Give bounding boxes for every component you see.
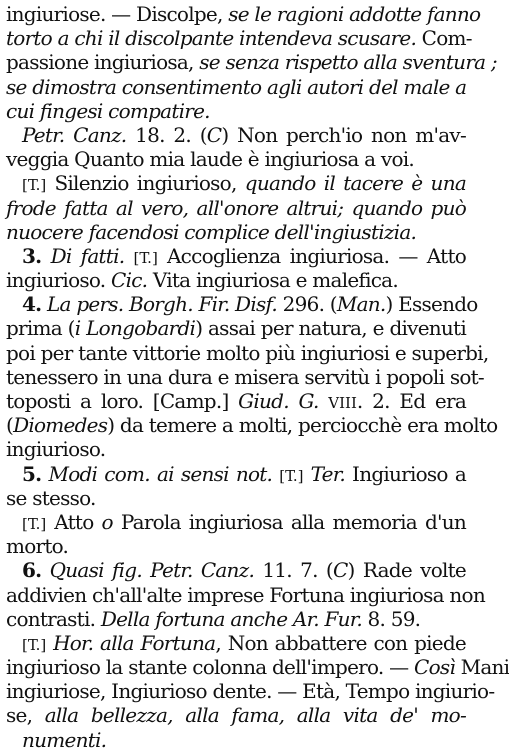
text-line xyxy=(6,147,466,171)
text-line xyxy=(6,413,498,438)
text-run: se, xyxy=(6,703,45,728)
text-run: ( xyxy=(6,413,14,438)
italic-text: Quasi fig. Petr. Canz. xyxy=(49,558,255,583)
italic-text: Diomedes xyxy=(13,413,108,438)
text-run: prima ( xyxy=(6,316,75,341)
text-line xyxy=(6,220,466,244)
text-line xyxy=(6,389,466,413)
text-run: 18. 2. ( xyxy=(126,122,207,147)
text-line xyxy=(6,292,478,317)
italic-text: Di fatti. xyxy=(50,243,125,268)
text-line xyxy=(6,486,466,510)
text-run: Silenzio ingiurioso, xyxy=(46,171,245,196)
text-line xyxy=(6,196,466,220)
text-line xyxy=(6,703,466,727)
italic-text: C xyxy=(206,122,222,147)
text-run: contrasti. xyxy=(6,606,101,631)
text-run: ) Essendo xyxy=(385,292,478,317)
text-run xyxy=(41,558,49,582)
text-run: , Non abbattere con piede xyxy=(215,630,467,655)
italic-text: o xyxy=(101,509,113,534)
text-run: veggia Quanto mia laude è ingiuriosa a voi. xyxy=(6,147,414,172)
italic-text: Modi com. ai sensi not. xyxy=(48,461,273,486)
text-run: ) da temere a molti, perciocchè era molto xyxy=(107,413,498,438)
italic-text: Giud. G. xyxy=(238,389,319,413)
italic-text: torto a chi il discolpante intendeva scusare. xyxy=(6,26,417,51)
text-run: ingiurioso. xyxy=(6,437,106,462)
text-run: ) Rade volte xyxy=(347,558,467,583)
text-run: Atto xyxy=(46,509,102,534)
italic-text: C xyxy=(332,558,348,583)
text-run: ingiurioso. xyxy=(6,268,112,293)
text-run: ingiuriose. — Discolpe, xyxy=(6,2,229,26)
text-line xyxy=(6,2,481,26)
text-line xyxy=(6,244,466,268)
abbrev-mark: [T.] xyxy=(22,176,47,195)
sense-number: 5. xyxy=(22,461,42,486)
text-line xyxy=(6,631,466,655)
italic-text: Cic. xyxy=(111,268,148,293)
text-line xyxy=(6,340,489,365)
sense-number: 6. xyxy=(22,558,42,583)
text-run: se stesso. xyxy=(6,485,96,510)
text-run xyxy=(319,389,329,413)
text-line xyxy=(6,582,485,607)
text-run: Mani xyxy=(455,655,509,680)
text-run: ingiurioso la stante colonna dell'impero. — xyxy=(6,655,415,680)
italic-text: Petr. Canz. xyxy=(22,122,127,147)
text-line xyxy=(6,123,466,147)
text-run: addivien ch'all'alte imprese Fortuna ingiuriosa non xyxy=(6,582,485,607)
text-run: 296. ( xyxy=(277,292,337,317)
italic-text: frode fatta al vero, all'onore altrui; quando può xyxy=(6,195,466,220)
text-line xyxy=(6,364,484,389)
abbrev-mark: [T.] xyxy=(22,514,47,533)
sense-number: 4. xyxy=(22,292,42,317)
italic-text: La pers. Borgh. Fir. Disf. xyxy=(47,292,278,317)
text-line xyxy=(6,655,509,680)
text-line xyxy=(6,268,466,292)
text-run xyxy=(124,244,133,268)
italic-text: nuocere facendosi complice dell'ingiustizia. xyxy=(6,219,417,244)
text-line xyxy=(6,728,466,752)
italic-text: Ter. xyxy=(310,461,345,486)
text-run xyxy=(41,244,50,268)
text-run: toposti a loro. [Camp.] xyxy=(6,389,239,413)
italic-text: se le ragioni addotte fanno xyxy=(228,2,481,26)
text-line xyxy=(6,558,466,582)
text-line xyxy=(6,50,497,75)
text-run: Parola ingiuriosa alla memoria d'un xyxy=(112,509,467,534)
italic-text: quando il tacere è una xyxy=(244,171,466,196)
text-line xyxy=(6,75,466,99)
text-line xyxy=(6,534,466,558)
text-line xyxy=(6,510,466,534)
text-line xyxy=(6,679,495,704)
text-run: Ingiurioso a xyxy=(344,461,466,486)
italic-text: numenti. xyxy=(22,727,107,752)
text-line xyxy=(6,462,466,486)
text-run xyxy=(304,462,311,486)
abbrev-mark: [T.] xyxy=(279,466,304,485)
text-line xyxy=(6,607,466,631)
abbrev-mark: VIII xyxy=(328,394,357,412)
italic-text: Hor. alla Fortuna xyxy=(53,630,216,655)
italic-text: Man. xyxy=(336,292,386,317)
italic-text: i Longobardi xyxy=(74,316,196,341)
text-run: tenessero in una dura e misera servitù i popoli sot- xyxy=(6,364,484,389)
text-run: Accoglienza ingiuriosa. — Atto xyxy=(157,243,467,268)
text-run: 11. 7. ( xyxy=(254,558,333,583)
text-run: ) Non perch'io non m'av- xyxy=(221,122,466,147)
italic-text: Così xyxy=(414,655,456,680)
text-run: poi per tante vittorie molto più ingiuriosi e superbi, xyxy=(6,340,489,365)
abbrev-mark: [T.] xyxy=(133,248,158,267)
italic-text: alla bellezza, alla fama, alla vita de' mo- xyxy=(44,703,466,728)
text-run: ) assai per natura, e divenuti xyxy=(195,316,466,341)
italic-text: cui fingesi compatire. xyxy=(6,98,210,123)
sense-number: 3. xyxy=(22,243,42,268)
text-run: morto. xyxy=(6,534,69,559)
italic-text: se dimostra consentimento agli autori del male a xyxy=(6,74,467,99)
text-run: Com- xyxy=(416,26,472,51)
text-line xyxy=(6,316,466,340)
text-line xyxy=(6,437,466,461)
italic-text: Della fortuna anche Ar. Fur. xyxy=(100,606,362,631)
text-run: 8. 59. xyxy=(361,606,421,631)
text-line xyxy=(6,26,472,51)
text-run: passione ingiuriosa, xyxy=(6,50,200,75)
text-run: . 2. Ed era xyxy=(356,389,466,413)
text-run: Vita ingiuriosa e malefica. xyxy=(147,268,398,293)
text-line xyxy=(6,171,466,195)
italic-text: se senza rispetto alla sventura ; xyxy=(199,50,497,75)
abbrev-mark: [T.] xyxy=(22,635,47,654)
text-line xyxy=(6,99,466,123)
text-run: ingiuriose, Ingiurioso dente. — Età, Tempo ingiurio- xyxy=(6,679,495,704)
